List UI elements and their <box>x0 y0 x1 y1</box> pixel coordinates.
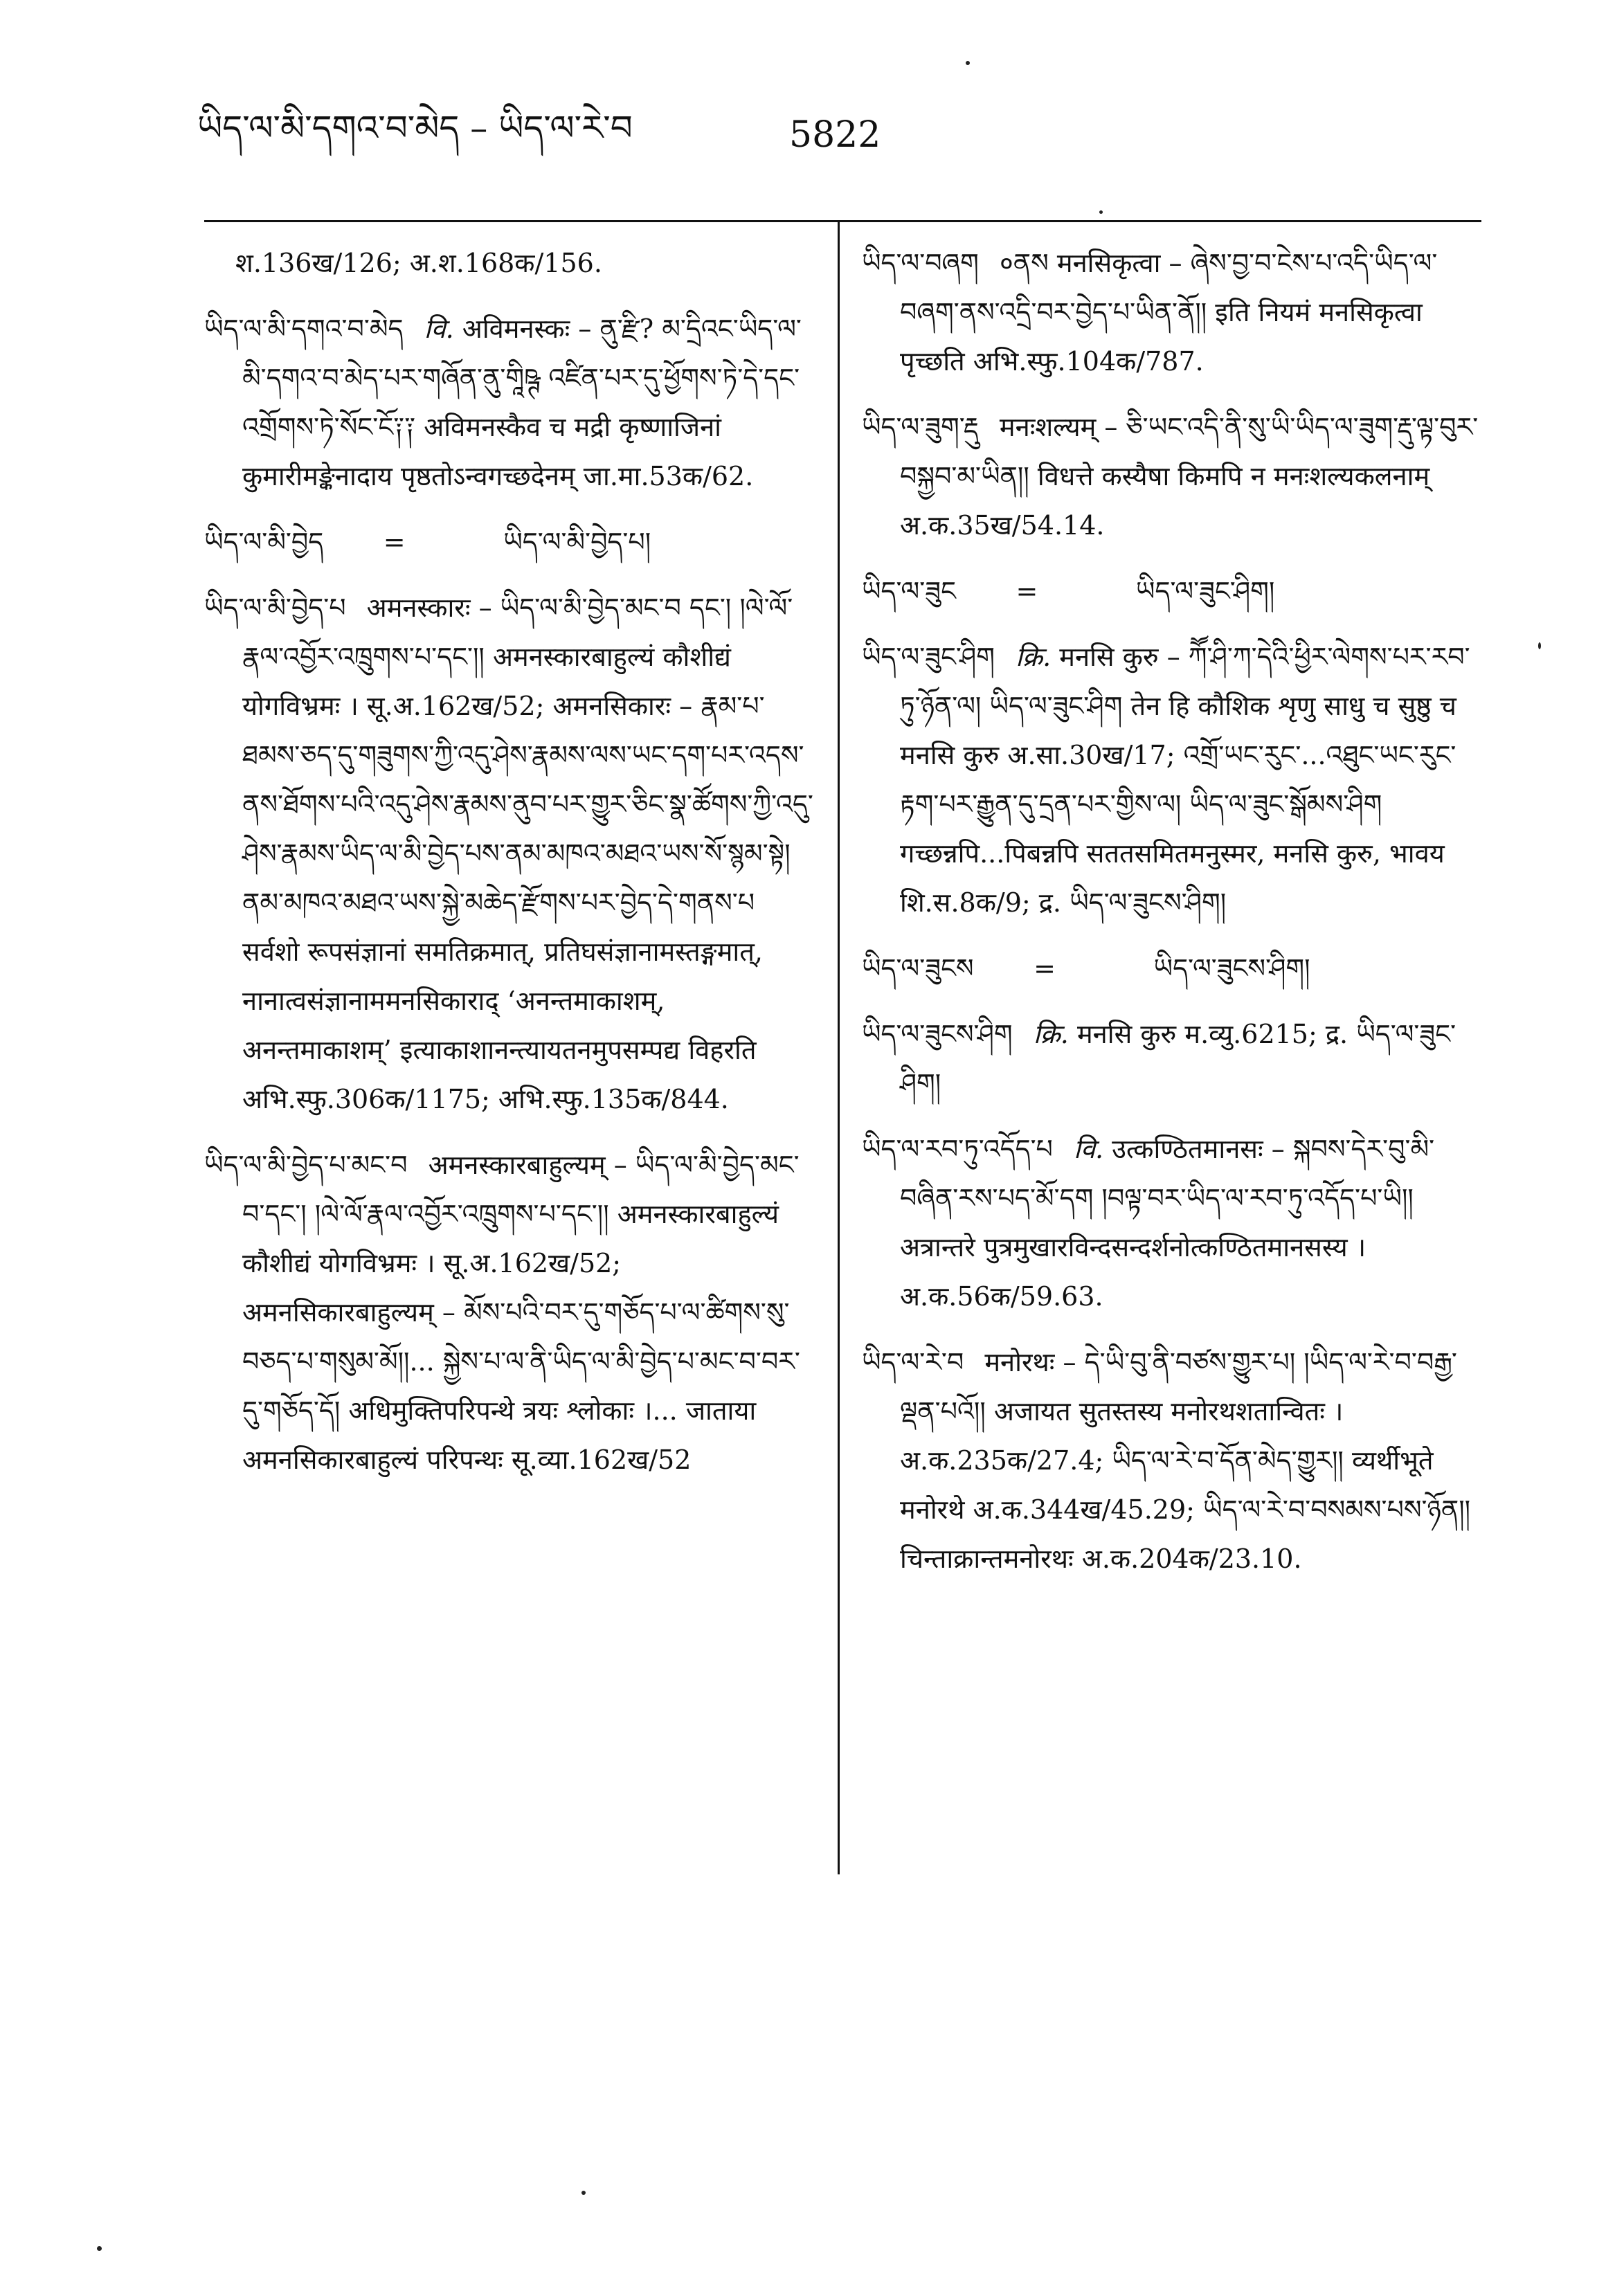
entry-text: अविमनस्कः – ནུ་རྫི? མ་དྲིའང་ཡིད་ལ་མི་དགའ་བ་མེད་པར་གཞོན་ནུ་གཱིཥྚ འཛིན་པར་དུ་ཕྱོགས་ཏེ་དེ་དང་འགྲོགས་ཏེ་སོང་ངོ༑༑ अविमनस्कैव च मद्री कृष्णाजिनां कुमारीमङ्केनादाय पृष्ठतोऽन्वगच्छदेनम् जा.मा.53क/62. <box>242 314 802 491</box>
entry-pos: क्रि. <box>1016 642 1052 672</box>
entry-headword: ཡིད་ལ་མི་བྱེད་པ <box>204 592 346 623</box>
dictionary-entry <box>862 1125 1481 1321</box>
entry-headword: ཡིད་ལ་བཞག <box>862 248 979 278</box>
dictionary-entry <box>204 583 813 1124</box>
entry-headword: ཡིད་ལ་རབ་ཏུ་འདོད་པ <box>862 1134 1053 1164</box>
column-divider <box>838 220 840 1874</box>
entry-text: अमनस्कारः – ཡིད་ལ་མི་བྱེད་མང་བ དང་། །ལེ་ལོ་རྣལ་འབྱོར་འཁྲུགས་པ་དང་།། अमनस्कारबाहुल्यं कौशीद्यं योगविभ्रमः । सू.अ.162ख/52; अमनसिकारः – རྣམ་པ་ཐམས་ཅད་དུ་གཟུགས་ཀྱི་འདུ་ཤེས་རྣམས་ལས་ཡང་དག་པར་འདས་ནས་ཐོགས་པའི་འདུ་ཤེས་རྣམས་ནུབ་པར་གྱུར་ཅིང་སྣ་ཚོགས་ཀྱི་འདུ་ཤེས་རྣམས་ཡིད་ལ་མི་བྱེད་པས་ནམ་མཁའ་མཐའ་ཡས་སོ་སྙམ་སྟེ། ནམ་མཁའ་མཐའ་ཡས་སྐྱེ་མཆེད་རྫོགས་པར་བྱེད་དེ་གནས་པ सर्वशो रूपसंज्ञानां समतिक्रमात्, प्रतिघसंज्ञानामस्तङ्गमात्, नानात्वसंज्ञानाममनसिकाराद् ‘अनन्तमाकाशम्, अनन्तमाकाशम्’ इत्याकाशानन्त्यायतनमुपसम्पद्य विहरति अभि.स्फु.306क/1175; अभि.स्फु.135क/844. <box>242 592 813 1114</box>
entry-headword: ཡིད་ལ་ཟུངས་ཤིག <box>862 1019 1013 1049</box>
left-column <box>204 239 813 1501</box>
scan-speck <box>966 61 970 65</box>
dictionary-entry <box>862 633 1481 928</box>
running-head: ཡིད་ལ་མི་དགའ་བ་མེད – ཡིད་ལ་རེ་བ <box>197 108 633 148</box>
entry-headword: ཡིད་ལ་ཟུང <box>862 576 956 606</box>
entry-headword: ཡིད་ལ་མི་དགའ་བ་མེད <box>204 314 404 344</box>
entry-text: मनःशल्यम् – ཅི་ཡང་འདི་ནི་སུ་ཡི་ཡིད་ལ་ཟུག་རྡུ་ལྟ་བུར་བསྐྱབ་མ་ཡིན།། विधत्ते कस्यैषा किमपि न मनःशल्यकलनाम् अ.क.35ख/54.14. <box>900 412 1479 541</box>
entry-continuation <box>204 239 813 288</box>
entry-text: मनसि कुरु – ཀཽ་ཤི་ཀ་དེའི་ཕྱིར་ལེགས་པར་རབ་ཏུ་ཉོན་ལ། ཡིད་ལ་ཟུང་ཤིག तेन हि कौशिक शृणु साधु च सुष्ठु च मनसि कुरु अ.सा.30ख/17; འགྲོ་ཡང་རུང་...འཐུང་ཡང་རུང་རྟག་པར་རྒྱུན་དུ་དྲན་པར་གྱིས་ལ། ཡིད་ལ་ཟུང་སྒོམས་ཤིག गच्छन्नपि...पिबन्नपि सततसमितमनुस्मर, मनसि कुरु, भावय शि.स.8क/9; द्र. ཡིད་ལ་ཟུངས་ཤིག། <box>900 642 1470 918</box>
entry-text: मनोरथः – དེ་ཡི་བུ་ནི་བཙས་གྱུར་པ། །ཡིད་ལ་རེ་བ་བརྒྱ་ལྡན་པའོ།། अजायत सुतस्तस्य मनोरथशतान्वितः । अ.क.235क/27.4; ཡིད་ལ་རེ་བ་དོན་མེད་གྱུར།། व्यर्थीभूते मनोरथे अ.क.344ख/45.29; ཡིད་ལ་རེ་བ་བསམས་པས་ཉོན།། चिन्ताक्रान्तमनोरथः अ.क.204क/23.10. <box>900 1347 1471 1574</box>
dictionary-entry <box>862 239 1481 386</box>
entry-headword: ཡིད་ལ་མི་བྱེད་པ་མང་བ <box>204 1150 408 1180</box>
dictionary-entry <box>862 944 1481 993</box>
entry-headword: ཡིད་ལ་ཟུག་རྡུ <box>862 412 979 442</box>
entry-text: ०ནས मनसिकृत्वा – ཞེས་བྱ་བ་ངེས་པ་འདི་ཡིད་ལ་བཞག་ནས་འདྲི་བར་བྱེད་པ་ཡིན་ནོ།། इति नियमं मनसिकृत्वा पृच्छति अभि.स्फु.104क/787. <box>900 248 1438 377</box>
entry-pos: वि. <box>1074 1134 1104 1164</box>
dictionary-entry <box>862 403 1481 550</box>
dictionary-entry <box>204 1141 813 1485</box>
dictionary-entry <box>862 1338 1481 1584</box>
entry-text: ཡིད་ལ་ཟུངས་ཤིག། <box>1153 953 1310 984</box>
page-number: 5822 <box>789 114 881 156</box>
right-column <box>862 239 1481 1600</box>
entry-headword: ཡིད་ལ་ཟུང་ཤིག <box>862 642 995 672</box>
scan-speck <box>97 2246 102 2251</box>
entry-headword: ཡིད་ལ་ཟུངས <box>862 953 974 984</box>
entry-headword: ཡིད་ལ་རེ་བ <box>862 1347 964 1377</box>
entry-pos: वि. <box>424 314 454 344</box>
scan-speck <box>581 2191 586 2195</box>
equals-sign: = <box>383 527 406 557</box>
entry-text: श.136ख/126; अ.श.168क/156. <box>235 248 602 278</box>
entry-text: ཡིད་ལ་ཟུང་ཤིག། <box>1135 576 1275 606</box>
dictionary-entry <box>204 518 813 567</box>
dictionary-entry <box>862 567 1481 616</box>
entry-text: अमनस्कारबाहुल्यम् – ཡིད་ལ་མི་བྱེད་མང་བ་དང་། །ལེ་ལོ་རྣལ་འབྱོར་འཁྲུགས་པ་དང་།། अमनस्कारबाहुल्यं कौशीद्यं योगविभ्रमः । सू.अ.162ख/52; अमनसिकारबाहुल्यम् – མོས་པའི་བར་དུ་གཅོད་པ་ལ་ཚིགས་སུ་བཅད་པ་གསུམ་མོ།།... སྐྱེས་པ་ལ་ནི་ཡིད་ལ་མི་བྱེད་པ་མང་བ་བར་དུ་གཅོད་དོ། अधिमुक्तिपरिपन्थे त्रयः श्लोकाः ।... जाताया अमनसिकारबाहुल्यं परिपन्थः सू.व्या.162ख/52 <box>242 1150 800 1475</box>
dictionary-entry <box>862 1010 1481 1108</box>
entry-text: ཡིད་ལ་མི་བྱེད་པ། <box>503 527 651 557</box>
equals-sign: = <box>1034 953 1056 984</box>
dictionary-entry <box>204 305 813 501</box>
header-rule <box>204 220 1481 222</box>
entry-pos: क्रि. <box>1033 1019 1069 1049</box>
entry-headword: ཡིད་ལ་མི་བྱེད <box>204 527 324 557</box>
entry-text: मनसि कुरु म.व्यु.6215; द्र. ཡིད་ལ་ཟུང་ཤིག། <box>900 1019 1456 1098</box>
entry-text: उत्कण्ठितमानसः – སྐབས་དེར་བུ་མི་བཞིན་རས་པད་མོ་དག །བལྟ་བར་ཡིད་ལ་རབ་ཏུ་འདོད་པ་ཡི།། अत्रान्तरे पुत्रमुखारविन्दसन्दर्शनोत्कण्ठितमानसस्य । अ.क.56क/59.63. <box>900 1134 1435 1312</box>
scan-speck <box>1099 210 1103 214</box>
equals-sign: = <box>1016 576 1038 606</box>
scan-speck <box>1538 642 1541 649</box>
